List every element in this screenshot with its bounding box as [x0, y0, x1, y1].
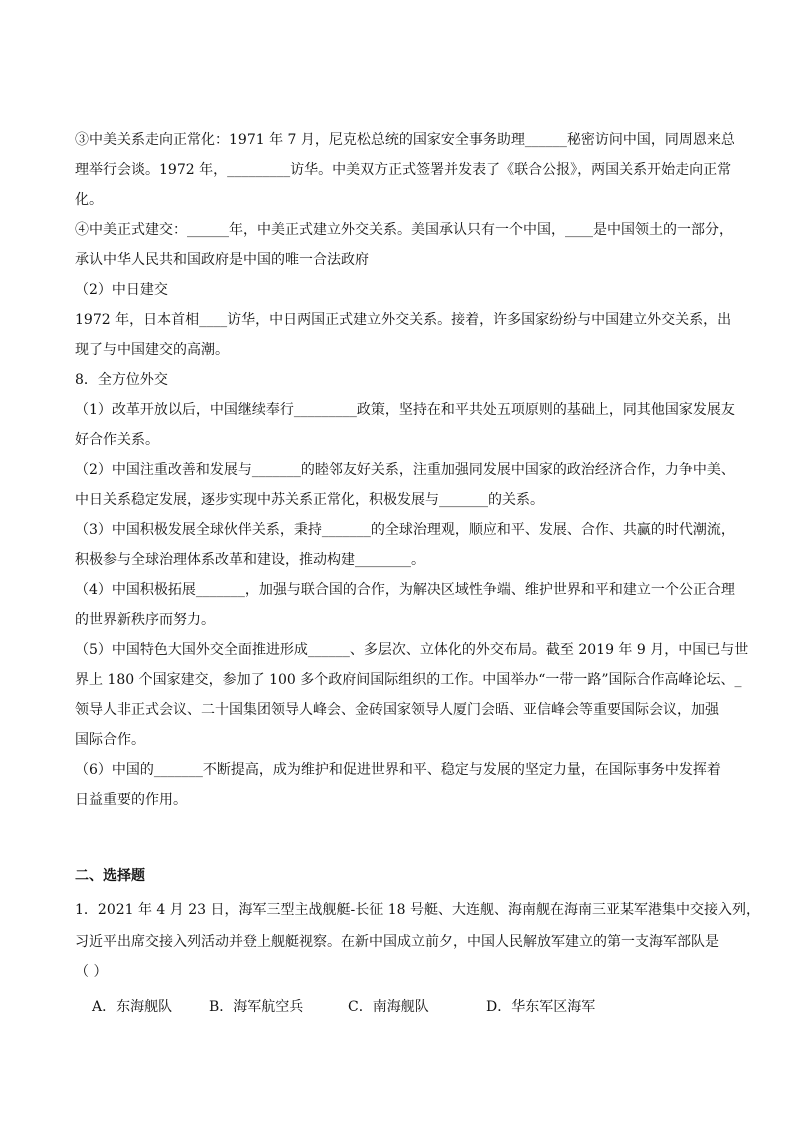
- text-line: ③中美关系走向正常化：1971 年 7 月，尼克松总统的国家安全事务助理______秘密访问中国，同周恩来总: [75, 132, 735, 148]
- text-line: 积极参与全球治理体系改革和建设，推动构建________。: [75, 552, 425, 568]
- option-b[interactable]: B．海军航空兵: [209, 999, 304, 1015]
- text-line: 中日关系稳定发展，逐步实现中苏关系正常化，积极发展与_______的关系。: [75, 492, 544, 508]
- text-line: 界上 180 个国家建交，参加了 100 多个政府间国际组织的工作。中国举办“一带一路”国际合作高峰论坛、_: [75, 672, 742, 688]
- subsection-title: （2）中日建交: [75, 282, 168, 298]
- text-line: 的世界新秩序而努力。: [75, 612, 215, 628]
- text-line: （3）中国积极发展全球伙伴关系，秉持_______的全球治理观，顺应和平、发展、合作、共赢的时代潮流，: [75, 522, 735, 538]
- section-heading: 二、选择题: [75, 868, 145, 884]
- text-line: 领导人非正式会议、二十国集团领导人峰会、金砖国家领导人厦门会晤、亚信峰会等重要国际会议，加强: [75, 702, 719, 718]
- answer-bracket: （ ）: [75, 964, 108, 980]
- text-line: 好合作关系。: [75, 432, 159, 448]
- option-c[interactable]: C．南海舰队: [348, 999, 429, 1015]
- text-line: （2）中国注重改善和发展与_______的睦邻友好关系，注重加强同发展中国家的政治经济合作，力争中美、: [75, 462, 735, 478]
- text-line: （4）中国积极拓展_______，加强与联合国的合作，为解决区域性争端、维护世界和平和建立一个公正合理: [75, 582, 735, 598]
- text-line: 化。: [75, 192, 103, 208]
- text-line: ④中美正式建交：______年，中美正式建立外交关系。美国承认只有一个中国，____是中国领土的一部分，: [75, 222, 733, 238]
- question-text: 习近平出席交接入列活动并登上舰艇视察。在新中国成立前夕，中国人民解放军建立的第一支海军部队是: [75, 934, 719, 950]
- text-line: （5）中国特色大国外交全面推进形成______、多层次、立体化的外交布局。截至 2019 年 9 月，中国已与世: [75, 642, 749, 658]
- text-line: （1）改革开放以后，中国继续奉行_________政策，坚持在和平共处五项原则的基础上，同其他国家发展友: [75, 402, 735, 418]
- text-line: 理举行会谈。1972 年，_________访华。中美双方正式签署并发表了《联合公报》，两国关系开始走向正常: [75, 162, 732, 178]
- text-line: （6）中国的_______不断提高，成为维护和促进世界和平、稳定与发展的坚定力量，在国际事务中发挥着: [75, 762, 721, 778]
- question-text: 1．2021 年 4 月 23 日，海军三型主战舰艇-长征 18 号艇、大连舰、海南舰在海南三亚某军港集中交接入列，: [75, 902, 760, 918]
- text-line: 承认中华人民共和国政府是中国的唯一合法政府: [75, 252, 369, 268]
- text-line: 国际合作。: [75, 732, 145, 748]
- text-line: 现了与中国建交的高潮。: [75, 342, 229, 358]
- subsection-title: 8．全方位外交: [75, 372, 168, 388]
- text-line: 1972 年，日本首相____访华，中日两国正式建立外交关系。接着，许多国家纷纷与中国建立外交关系，出: [75, 312, 732, 328]
- option-a[interactable]: A．东海舰队: [92, 999, 173, 1015]
- option-d[interactable]: D．华东军区海军: [486, 999, 596, 1015]
- text-line: 日益重要的作用。: [75, 792, 187, 808]
